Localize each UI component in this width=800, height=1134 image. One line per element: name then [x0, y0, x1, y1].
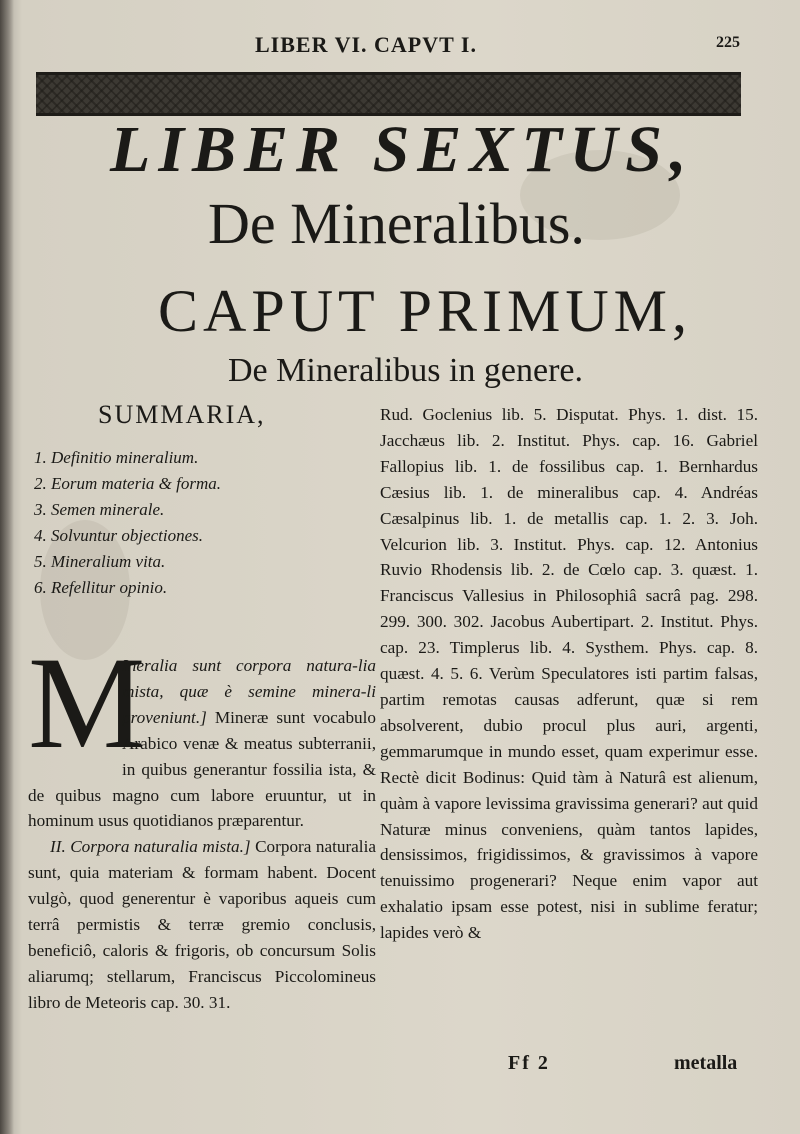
- paragraph-two: [28, 834, 376, 1015]
- left-column: [28, 629, 376, 1016]
- catchword: metalla: [674, 1052, 738, 1074]
- drop-cap: M: [28, 629, 146, 776]
- summary-list: [34, 445, 344, 601]
- running-title: LIBER VI. CAPVT I.: [255, 32, 477, 57]
- right-column-text: Rud. Goclenius lib. 5. Disputat. Phys. 1. dist. 15. Jacchæus lib. 2. Institut. Phys. cap. 16. Gabriel Fallopius lib. 1. de fossilibus cap. 1. Bernhardus Cæsius lib. 1. de mineralibus cap. 4. Andréas Cæsalpinus lib. 1. de metallis cap. 1. 2. 3. Joh. Velcurion lib. 3. Institut. Phys. cap. 12. Antonius Ruvio Rhodensis lib. 2. de Cœlo cap. 3. quæst. 1. Franciscus Vallesius in Philosophiâ sacrâ pag. 298. 299. 300. 302. Jacobus Aubertipart. 2. Institut. Phys. cap. 23. Timplerus lib. 4. Systhem. Phys. cap. 8. quæst. 4. 5. 6. Verùm Speculatores isti partim falsas, partim remotas causas adferunt, quæ si rem absolverent, dubio procul plus auri, argenti, gemmarumque in mundo esset, quam experimur esse. Rectè dicit Bodinus: Quid tàm à Naturâ est alienum, quàm à vapore levissima gravissima generari? aut quid Naturæ minus conveniens, quàm tantos lapides, densissimos, frigidissimos, & gravissimos à vapore tenuissimo progenerari? Neque enim vapor aut exhalatio ipsam esse potest, nisi in sublime feratur; lapides verò &: [380, 405, 758, 943]
- paragraph-two-lead: II. Corpora naturalia mista.]: [50, 837, 251, 857]
- chapter-subject: De Mineralibus in genere.: [228, 352, 583, 389]
- paragraph-two-body: Corpora naturalia sunt, quia materiam & formam habent. Docent vulgò, quod generentur è vaporibus aqueis cum terrâ permistis & terræ gremio conclusis, beneficiô, caloris & frigoris, ob concursum Solis aliarumq; stellarum, Franciscus Piccolominеus libro de Meteoris cap. 30. 31.: [28, 837, 376, 1012]
- signature-mark: Ff 2: [508, 1052, 550, 1074]
- page-binding-edge: [0, 0, 14, 1134]
- summary-item: 6. Refellitur opinio.: [34, 578, 168, 597]
- summary-item: 1. Definitio mineralium.: [34, 448, 199, 467]
- intro-body: Mineræ sunt vocabulo Arabico venæ & meatus subterranii, in quibus generantur fossilia ista, & de quibus magno cum labore eruuntur, ut in hominum usus quotidianos præparentur.: [28, 707, 376, 831]
- decorative-ornament-band: [36, 72, 741, 116]
- running-header: [0, 24, 800, 64]
- summary-item: 5. Mineralium vita.: [34, 552, 166, 571]
- summary-heading: SUMMARIA,: [98, 400, 266, 429]
- summary-item: 2. Eorum materia & forma.: [34, 474, 221, 493]
- page-number: 225: [716, 34, 740, 51]
- summary-item: 4. Solvuntur objectiones.: [34, 526, 204, 545]
- book-subject: De Mineralibus.: [208, 191, 585, 256]
- book-title: LIBER SEXTUS,: [110, 113, 695, 186]
- right-column: [380, 402, 758, 946]
- intro-definition: Ineralia sunt corpora natura-lia mista, quæ è semine minera-li proveniunt.]: [122, 656, 376, 727]
- chapter-title: CAPUT PRIMUM,: [158, 278, 693, 344]
- summary-item: 3. Semen minerale.: [34, 500, 165, 519]
